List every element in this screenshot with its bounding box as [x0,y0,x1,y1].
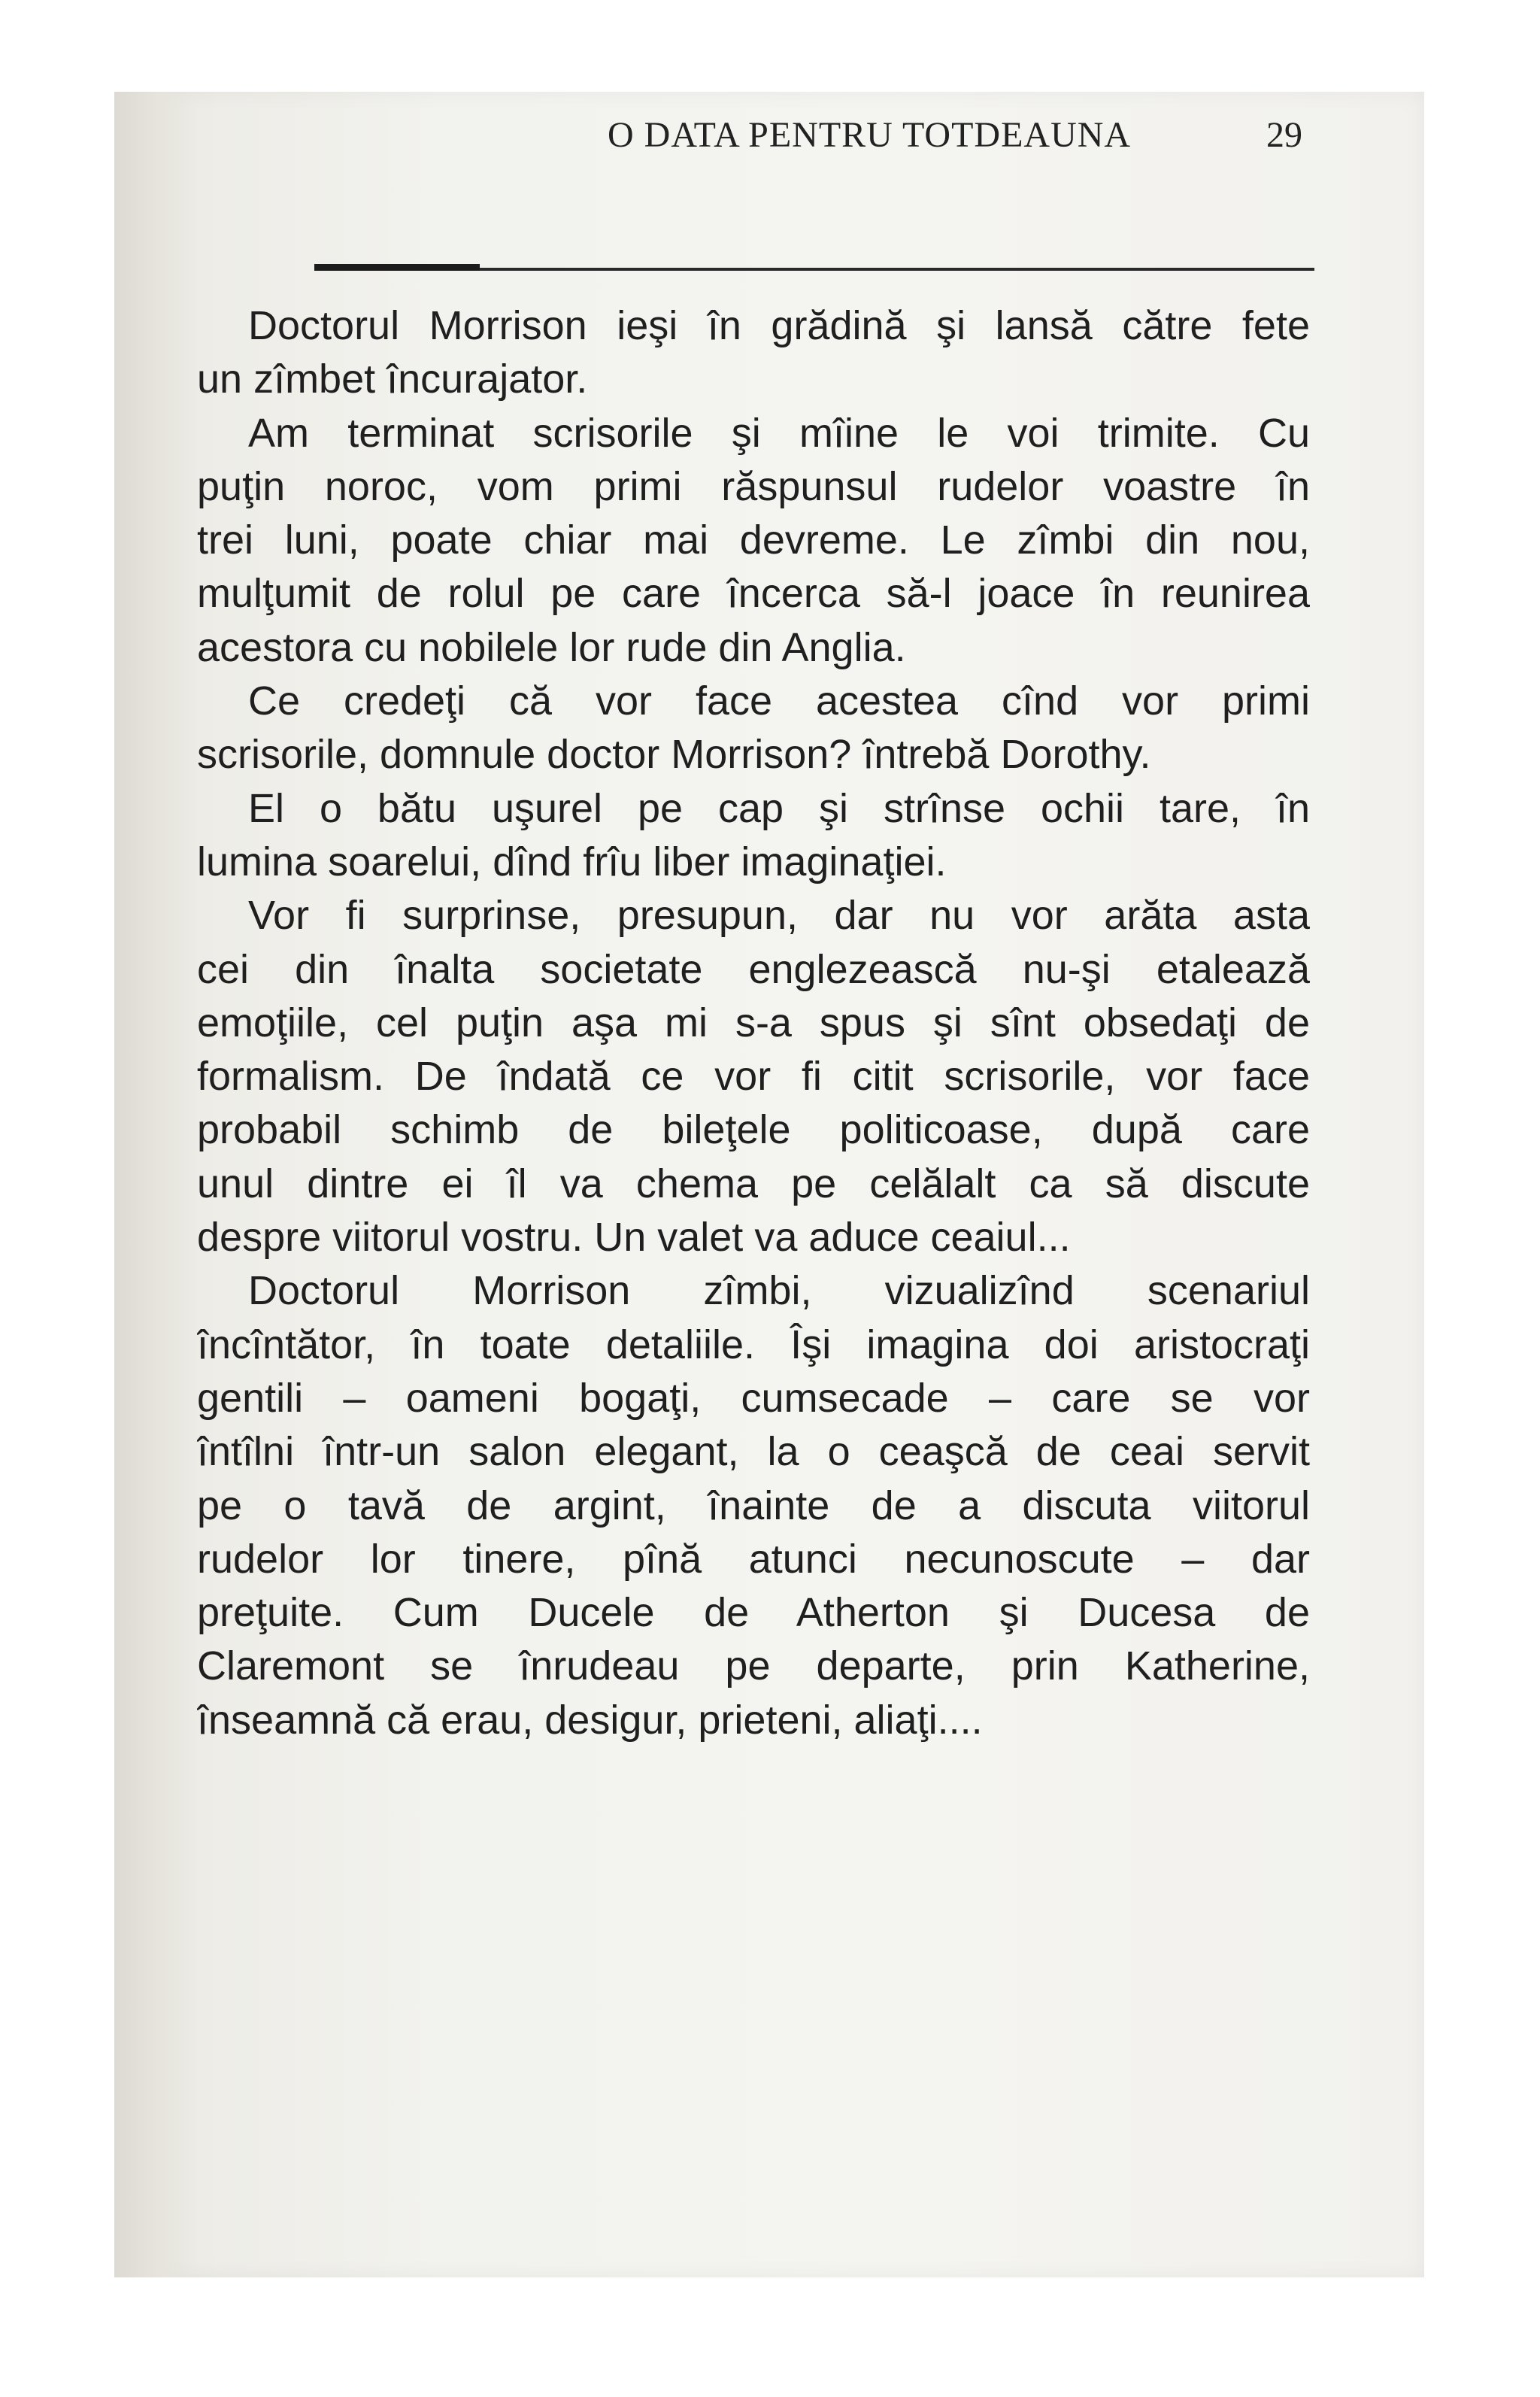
text-line: cei din înalta societate englezească nu-şi etalează [197,946,1310,992]
text-line: formalism. De îndată ce vor fi citit scrisorile, vor face [197,1054,1310,1100]
text-line: întîlni într-un salon elegant, la o ceaşcă de ceai servit [197,1429,1310,1475]
text-line: Ce credeţi că vor face acestea cînd vor primi [248,678,1310,724]
text-line: acestora cu nobilele lor rude din Anglia. [197,624,906,670]
text-line: Vor fi surprinse, presupun, dar nu vor arăta asta [248,893,1310,939]
text-line: înseamnă că erau, desigur, prieteni, aliaţi.... [197,1697,983,1743]
page-gutter-shadow [114,92,197,2277]
header-rule-accent [314,264,480,271]
text-line: scrisorile, domnule doctor Morrison? întrebă Dorothy. [197,732,1151,778]
text-line: lumina soarelui, dînd frîu liber imaginaţiei. [197,839,947,884]
text-line: mulţumit de rolul pe care încerca să-l joace în reunirea [197,571,1310,617]
text-line: despre viitorul vostru. Un valet va aduce ceaiul... [197,1215,1071,1261]
text-line: Doctorul Morrison zîmbi, vizualizînd scenariul [248,1268,1310,1314]
text-line: pe o tavă de argint, înainte de a discuta viitorul [197,1482,1310,1528]
text-line: preţuite. Cum Ducele de Atherton şi Ducesa de [197,1590,1310,1636]
text-line: un zîmbet încurajator. [197,357,588,402]
text-line: puţin noroc, vom primi răspunsul rudelor voastre în [197,463,1310,509]
text-line: emoţiile, cel puţin aşa mi s-a spus şi sînt obsedaţi de [197,1000,1310,1045]
text-line: unul dintre ei îl va chema pe celălalt ca să discute [197,1161,1310,1206]
text-line: gentili – oameni bogaţi, cumsecade – care se vor [197,1375,1310,1421]
text-line: probabil schimb de bileţele politicoase, după care [197,1107,1310,1153]
running-title: O DATA PENTRU TOTDEAUNA [608,115,1132,155]
text-line: El o bătu uşurel pe cap şi strînse ochii tare, în [248,785,1310,831]
text-line: trei luni, poate chiar mai devreme. Le zîmbi din nou, [197,517,1310,563]
text-line: rudelor lor tinere, pînă atunci necunoscute – dar [197,1536,1310,1582]
text-line: încîntător, în toate detaliile. Îşi imagina doi aristocraţi [197,1321,1310,1367]
body-text [197,299,1310,1747]
text-line: Am terminat scrisorile şi mîine le voi trimite. Cu [248,410,1310,456]
text-line: Claremont se înrudeau pe departe, prin Katherine, [197,1643,1310,1689]
text-line: Doctorul Morrison ieşi în grădină şi lansă către fete [248,303,1310,348]
running-header [466,114,1308,159]
page-number: 29 [1266,115,1302,155]
